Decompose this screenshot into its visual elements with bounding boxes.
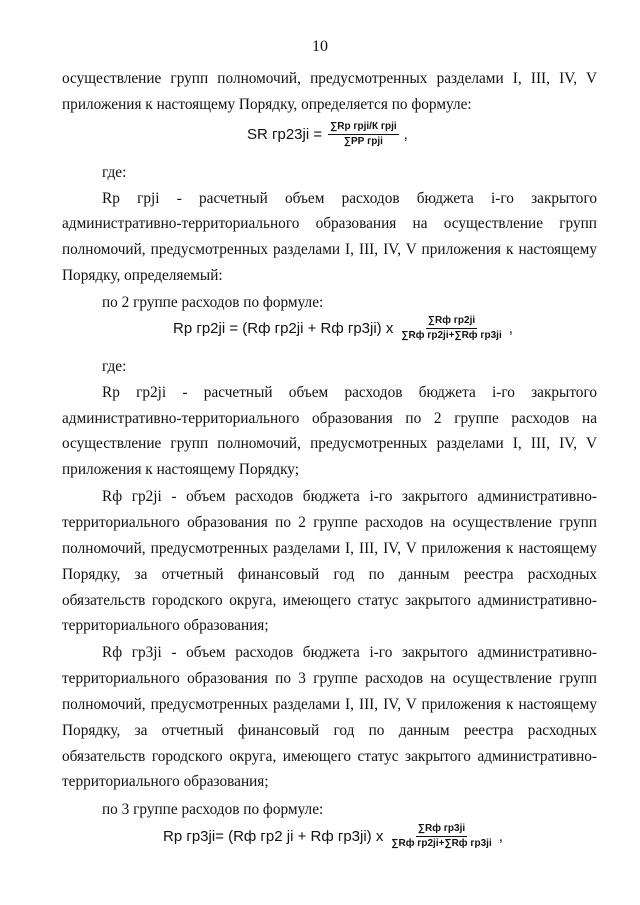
formula-lhs: Rр гр2ji = (Rф гр2ji + Rф гр3ji) x [173, 320, 394, 337]
formula-lhs: Rр гр3ji= (Rф гр2 ji + Rф гр3ji) x [163, 828, 384, 845]
formula-lhs: SR гр23ji = [247, 126, 323, 143]
formula-tail: , [498, 828, 503, 845]
fraction-denominator: ∑Rф гр2ji+∑Rф гр3ji [391, 838, 492, 849]
formula-rp-gr2 [173, 315, 513, 342]
formula-sr [247, 121, 408, 148]
text-line: по 2 группе расходов по формуле: [102, 294, 324, 311]
text-line: территориального образования по 3 группе расходов на осуществление групп [62, 670, 597, 687]
fraction [328, 121, 399, 148]
text-line: обязательств городского округа, имеющего статус закрытого административно- [62, 592, 597, 609]
text-line: Rф гр3ji - объем расходов бюджета i-го закрытого административно- [102, 644, 597, 661]
text-line: полномочий, предусмотренных разделами I, III, IV, V приложения к настоящему [62, 696, 597, 713]
text-line: Rр грji - расчетный объем расходов бюджета i-го закрытого [102, 190, 597, 207]
text-line: приложения к настоящему Порядку; [62, 461, 300, 478]
fraction-numerator: ∑Rф гр3ji [416, 823, 467, 837]
formula-tail: , [508, 320, 513, 337]
text-line: приложения к настоящему Порядку, определяется по формуле: [62, 96, 472, 113]
text-line: административно-территориального образования по 2 группе расходов на [62, 410, 597, 427]
fraction [399, 315, 503, 342]
text-line: Порядку, определяемый: [62, 267, 223, 284]
formula-rp-gr3 [163, 823, 503, 850]
text-line: по 3 группе расходов по формуле: [102, 801, 324, 818]
text-line: территориального образования; [62, 773, 269, 790]
text-line: Rр гр2ji - расчетный объем расходов бюджета i-го закрытого [102, 384, 597, 401]
text-line: территориального образования; [62, 617, 269, 634]
text-line: административно-территориального образования на осуществление групп [62, 215, 597, 232]
page-number: 10 [312, 38, 328, 55]
text-line: полномочий, предусмотренных разделами I, III, IV, V приложения к настоящему [62, 540, 597, 557]
text-line: Порядку, за отчетный финансовый год по данным реестра расходных [62, 722, 597, 739]
text-line: Rф гр2ji - объем расходов бюджета i-го закрытого административно- [102, 488, 597, 505]
where-label: где: [102, 358, 127, 375]
text-line: территориального образования по 2 группе расходов на осуществление групп [62, 514, 597, 531]
fraction [389, 823, 493, 850]
fraction-denominator: ∑Rф гр2ji+∑Rф гр3ji [401, 330, 502, 341]
where-label: где: [102, 164, 127, 181]
fraction-denominator: ∑РР грji [343, 136, 383, 147]
text-line: обязательств городского округа, имеющего статус закрытого административно- [62, 748, 597, 765]
fraction-numerator: ∑Rр грji/К грji [328, 121, 399, 135]
text-line: полномочий, предусмотренных разделами I, III, IV, V приложения к настоящему [62, 241, 597, 258]
fraction-numerator: ∑Rф гр2ji [426, 315, 477, 329]
text-line: осуществление групп полномочий, предусмотренных разделами I, III, IV, V [62, 435, 597, 452]
formula-tail: , [403, 126, 408, 143]
text-line: Порядку, за отчетный финансовый год по данным реестра расходных [62, 566, 597, 583]
text-line: осуществление групп полномочий, предусмотренных разделами I, III, IV, V [62, 70, 597, 87]
